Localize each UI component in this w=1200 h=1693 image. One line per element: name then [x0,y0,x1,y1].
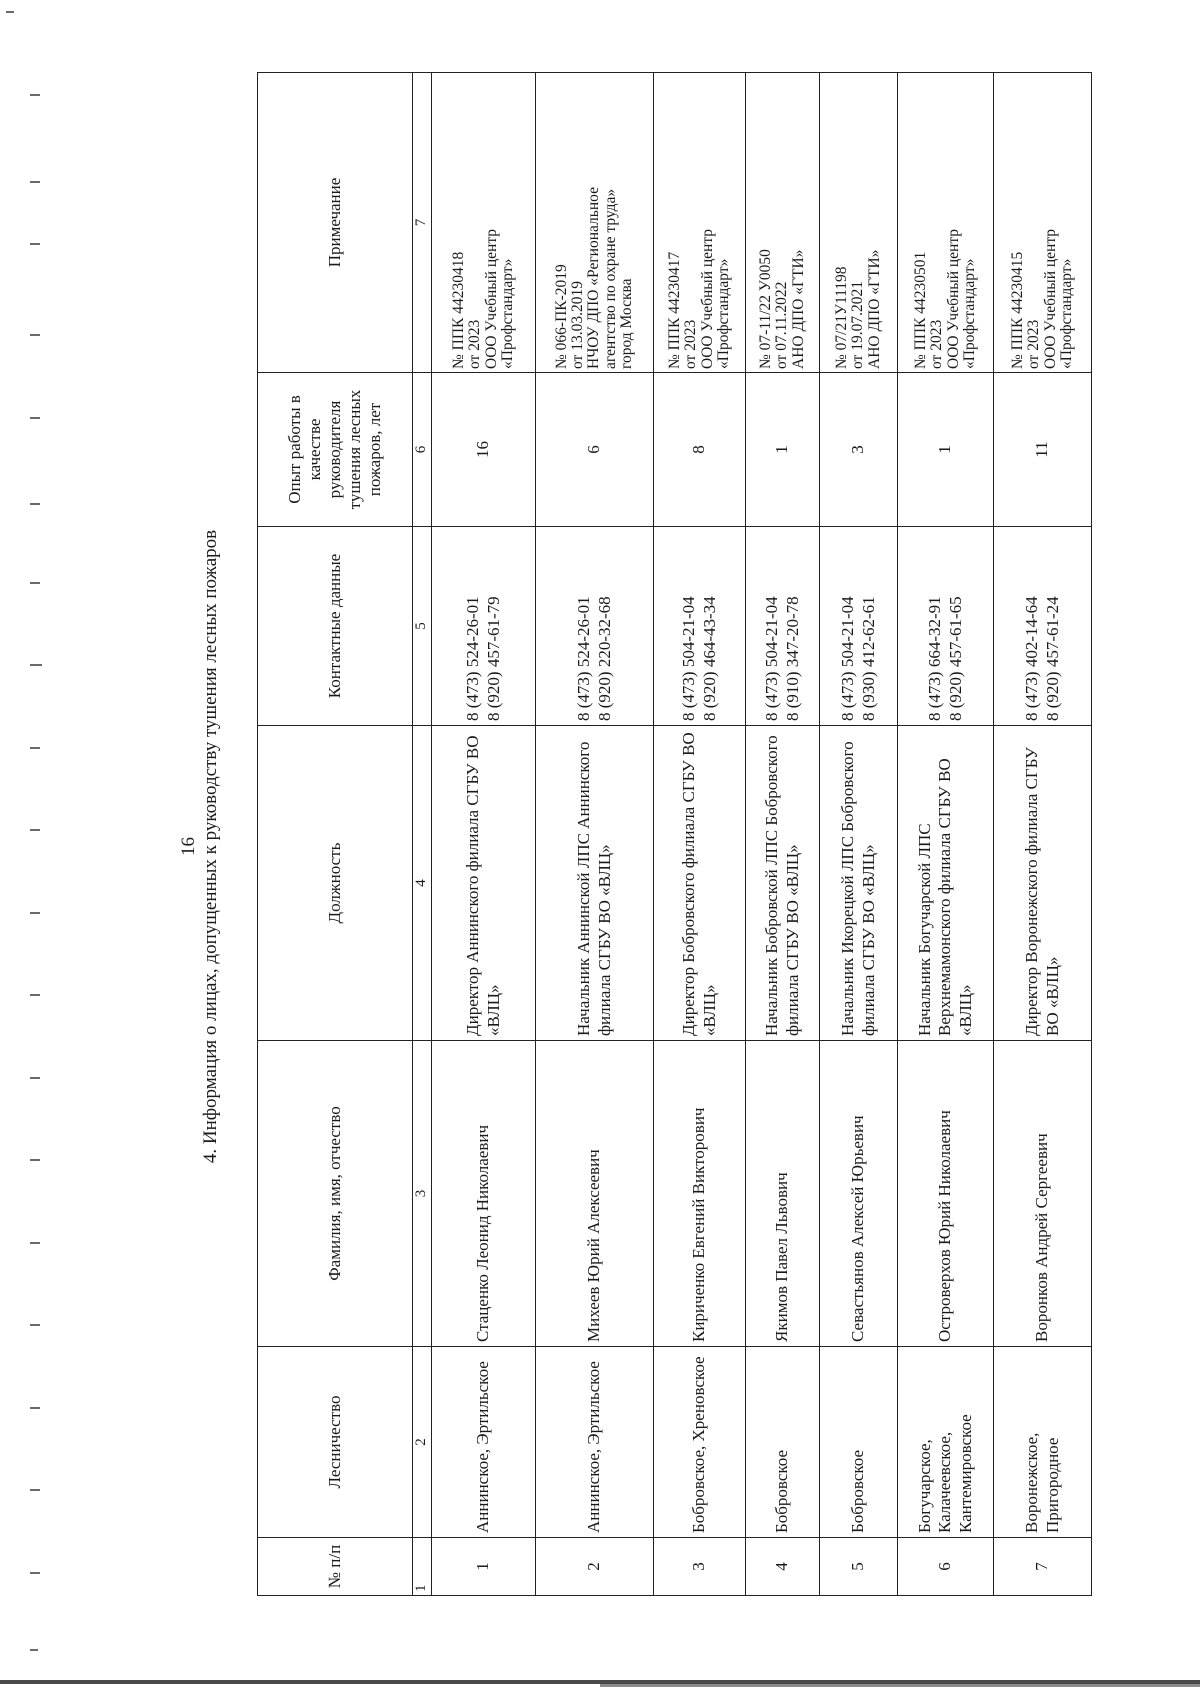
note-cell [994,73,1092,373]
position-cell: Директор Аннинского филиала СГБУ ВО «ВЛЦ» [432,726,536,1041]
note-line: от 2023 [466,319,484,369]
phone-line: 8 (920) 220-32-68 [594,596,614,721]
table-row [654,73,746,1596]
contacts-cell [746,527,820,726]
contacts-cell [432,527,536,726]
note-line: от 2023 [682,319,700,369]
note-line: «Профстандарт» [498,258,516,369]
position-cell: Начальник Богучарской ЛПС Верхнемамонского филиала СГБУ ВО «ВЛЦ» [898,726,994,1041]
table-row [994,73,1092,1596]
section-heading: 4. Информация о лицах, допущенных к руководству тушения лесных пожаров [200,529,221,1164]
note-line: АНО ДПО «ГТИ» [789,249,807,369]
note-line: от 2023 [928,319,946,369]
name-cell: Стаценко Леонид Николаевич [432,1041,536,1347]
contacts-cell [536,527,654,726]
name-cell: Михеев Юрий Алексеевич [536,1041,654,1347]
phone-line: 8 (920) 457-61-24 [1042,596,1062,721]
contacts-cell [654,527,746,726]
column-number: 6 [413,373,432,527]
forestry-cell: Бобровское [820,1347,898,1538]
note-cell [820,73,898,373]
note-line: № ППК 44230415 [1008,251,1026,369]
note-line: «Профстандарт» [1057,258,1075,369]
note-cell [746,73,820,373]
phone-line: 8 (920) 464-43-34 [699,596,719,721]
note-cell [432,73,536,373]
note-line: № 07-11/22 У0050 [757,249,775,369]
position-cell: Директор Воронежского филиала СГБУ ВО «ВЛЦ» [994,726,1092,1041]
note-line: № ППК 44230501 [911,251,929,369]
header-cell: Фамилия, имя, отчество [258,1041,413,1347]
header-row [258,73,413,1596]
header-cell: Должность [258,726,413,1041]
column-number: 4 [413,726,432,1041]
position-cell: Начальник Бобровской ЛПС Бобровского филиала СГБУ ВО «ВЛЦ» [746,726,820,1041]
forestry-cell: Воронежское, Пригородное [994,1347,1092,1538]
note-line: агентство по охране труда» [601,188,619,369]
column-number-row [413,73,432,1596]
name-cell: Воронков Андрей Сергеевич [994,1041,1092,1347]
name-cell: Островерхов Юрий Николаевич [898,1041,994,1347]
note-line: ООО Учебный центр [1041,228,1059,369]
name-cell: Кириченко Евгений Викторович [654,1041,746,1347]
note-cell [536,73,654,373]
note-line: от 13.03.2019 [569,281,587,369]
table-row [820,73,898,1596]
position-cell: Начальник Аннинской ЛПС Аннинского филиала СГБУ ВО «ВЛЦ» [536,726,654,1041]
contacts-cell [994,527,1092,726]
phone-line: 8 (473) 504-21-04 [838,596,858,721]
experience-cell: 16 [432,373,536,527]
contacts-cell [820,527,898,726]
note-line: от 07.11.2022 [773,281,791,369]
phone-line: 8 (473) 524-26-01 [463,596,483,721]
experience-cell: 8 [654,373,746,527]
phone-line: 8 (910) 347-20-78 [782,596,802,721]
table-row [536,73,654,1596]
note-cell [898,73,994,373]
header-cell: Контактные данные [258,527,413,726]
phone-line: 8 (473) 402-14-64 [1022,596,1042,721]
column-number: 3 [413,1041,432,1347]
note-line: «Профстандарт» [960,258,978,369]
forestry-cell: Аннинское, Эртильское [536,1347,654,1538]
header-cell: № п/п [258,1538,413,1596]
header-cell: Примечание [258,73,413,373]
experience-cell: 3 [820,373,898,527]
row-number: 3 [654,1538,746,1596]
table-row [746,73,820,1596]
phone-line: 8 (930) 412-62-61 [858,596,878,721]
note-line: № ППК 44230417 [665,251,683,369]
forestry-cell: Аннинское, Эртильское [432,1347,536,1538]
staff-table [257,72,1092,1596]
note-line: от 19.07.2021 [849,281,867,369]
header-cell: Лесничество [258,1347,413,1538]
row-number: 5 [820,1538,898,1596]
table-row [898,73,994,1596]
note-line: ООО Учебный центр [482,228,500,369]
note-line: № ППК 44230418 [449,251,467,369]
header-cell: Опыт работы в качестве руководителя тушения лесных пожаров, лет [258,373,413,527]
phone-line: 8 (920) 457-61-65 [945,596,965,721]
table-row [432,73,536,1596]
note-line: от 2023 [1025,319,1043,369]
note-line: город Москва [617,278,635,369]
note-line: № 07/21У11198 [833,266,851,369]
phone-line: 8 (473) 664-32-91 [925,596,945,721]
experience-cell: 6 [536,373,654,527]
phone-line: 8 (473) 504-21-04 [679,596,699,721]
note-line: № 066-ПК-2019 [552,264,570,369]
row-number: 1 [432,1538,536,1596]
note-line: ООО Учебный центр [698,228,716,369]
forestry-cell: Бобровское [746,1347,820,1538]
name-cell: Якимов Павел Львович [746,1041,820,1347]
experience-cell: 11 [994,373,1092,527]
column-number: 2 [413,1347,432,1538]
experience-cell: 1 [746,373,820,527]
note-line: НЧОУ ДПО «Региональное [585,187,603,369]
name-cell: Севастьянов Алексей Юрьевич [820,1041,898,1347]
page-number: 16 [178,837,199,856]
row-number: 2 [536,1538,654,1596]
row-number: 4 [746,1538,820,1596]
note-cell [654,73,746,373]
experience-cell: 1 [898,373,994,527]
phone-line: 8 (473) 504-21-04 [762,596,782,721]
position-cell: Директор Бобровского филиала СГБУ ВО «ВЛЦ» [654,726,746,1041]
column-number: 5 [413,527,432,726]
position-cell: Начальник Икорецкой ЛПС Бобровского филиала СГБУ ВО «ВЛЦ» [820,726,898,1041]
row-number: 6 [898,1538,994,1596]
forestry-cell: Богучарское, Калачеевское, Кантемировское [898,1347,994,1538]
note-line: «Профстандарт» [714,258,732,369]
column-number: 7 [413,73,432,373]
forestry-cell: Бобровское, Хреновское [654,1347,746,1538]
column-number: 1 [413,1538,432,1596]
note-line: АНО ДПО «ГТИ» [865,249,883,369]
row-number: 7 [994,1538,1092,1596]
contacts-cell [898,527,994,726]
phone-line: 8 (920) 457-61-79 [483,596,503,721]
note-line: ООО Учебный центр [944,228,962,369]
phone-line: 8 (473) 524-26-01 [574,596,594,721]
